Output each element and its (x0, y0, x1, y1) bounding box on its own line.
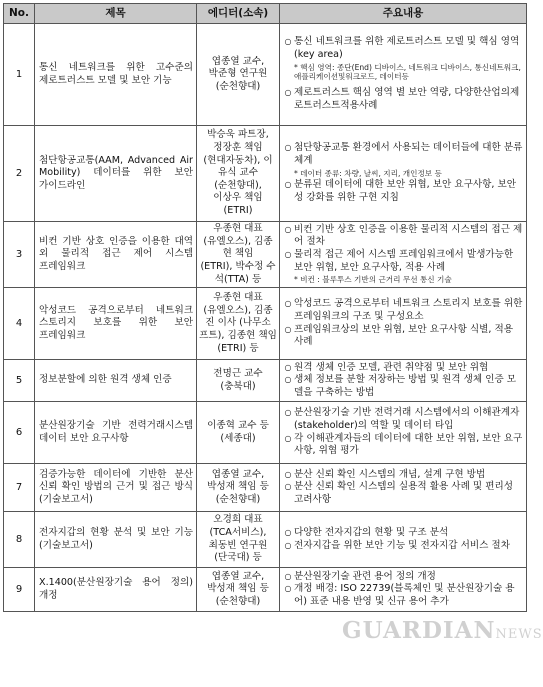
row-editor (197, 360, 280, 402)
editor-line: 석(TTA) 등 (214, 273, 262, 285)
row-editor (197, 568, 280, 612)
bullet-circle-icon: ○ (284, 324, 292, 334)
bullet-text: 분류된 데이터에 대한 보안 위협, 보안 요구사항, 보안성 강화를 위한 구현 지침 (294, 179, 517, 203)
bullet-text: 생체 정보를 분할 저장하는 방법 및 원격 생체 인증 모델을 구축하는 방법 (294, 374, 517, 399)
bullet-item (282, 407, 523, 432)
row-title: X.1400(분산원장기술 용어 정의) 개정 (35, 568, 197, 612)
bullet-text: 분산 신뢰 확인 시스템의 실용적 활용 사례 및 편리성 고려사항 (294, 481, 514, 506)
bullet-note: * 핵심 영역: 종단(End) 디바이스, 네트워크 디바이스, 통신네트워크, 애플리케이션및워크로드, 데이터등 (294, 62, 521, 81)
bullet-circle-icon: ○ (284, 584, 292, 594)
editor-line: (순천향대) (215, 494, 261, 506)
table-row (4, 464, 527, 512)
row-number: 3 (4, 222, 35, 288)
bullet-text: 개정 배경: ISO 22739(블록체인 및 분산원장기술 용어) 표준 내용 반영 및 신규 용어 추가 (294, 583, 515, 608)
bullet-item (282, 179, 523, 204)
row-number: 8 (4, 512, 35, 568)
bullet-item (282, 481, 523, 506)
bullet-circle-icon: ○ (284, 224, 292, 234)
editor-line: 프트), 김종현 책임 (199, 330, 277, 342)
table-row (4, 568, 527, 612)
bullet-item (282, 362, 523, 375)
row-editor (197, 512, 280, 568)
bullet-item (282, 527, 523, 540)
bullet-circle-icon: ○ (284, 375, 292, 385)
row-number: 6 (4, 402, 35, 464)
standards-table (3, 3, 527, 612)
bullet-text: 통신 네트워크를 위한 제로트러스트 모델 및 핵심 영역(key area) (294, 36, 520, 60)
editor-line: (충북대) (220, 380, 256, 392)
bullet-text: 원격 생체 인증 모델, 관련 취약점 및 보안 위협 (294, 361, 489, 373)
row-content (280, 126, 527, 222)
bullet-text: 분산원장기술 기반 전력거래 시스템에서의 이해관계자(stakeholder)의 역할 및 데이터 타입 (294, 407, 520, 432)
row-editor (197, 222, 280, 288)
bullet-item (282, 469, 523, 482)
row-content (280, 512, 527, 568)
bullet-item (282, 583, 523, 608)
row-content (280, 222, 527, 288)
editor-line: 엽종열 교수, (211, 468, 265, 480)
bullet-circle-icon: ○ (284, 249, 292, 259)
bullet-text: 분산원장기술 관련 용어 정의 개정 (294, 570, 436, 582)
header-content: 주요내용 (280, 4, 527, 24)
bullet-note: * 데이터 종류: 차량, 날씨, 지리, 개인정보 등 (294, 168, 442, 178)
editor-line: (순천향대) (215, 80, 261, 92)
bullet-note: * 비컨 : 블루투스 기반의 근거리 무선 통신 기술 (294, 275, 452, 285)
row-title: 첨단항공교통(AAM, Advanced Air Mobility) 데이터를 위한 보안 가이드라인 (35, 126, 197, 222)
bullet-circle-icon: ○ (284, 433, 292, 443)
row-editor (197, 288, 280, 360)
editor-line: (ETRI) 등 (217, 342, 259, 354)
bullet-circle-icon: ○ (284, 571, 292, 581)
editor-line: 박성재 책임 등 (207, 583, 269, 595)
row-editor (197, 464, 280, 512)
editor-line: 박성재 책임 등 (207, 481, 269, 493)
table-row (4, 24, 527, 126)
editor-line: 진 이사 (나무소 (205, 317, 271, 329)
row-number: 2 (4, 126, 35, 222)
editor-line: 박승욱 파트장, (207, 129, 269, 141)
editor-line: (단국대) 등 (214, 552, 262, 564)
bullet-item (282, 374, 523, 399)
bullet-item (282, 87, 523, 112)
table-row (4, 402, 527, 464)
bullet-item (282, 324, 523, 349)
header-no: No. (4, 4, 35, 24)
row-content (280, 288, 527, 360)
row-editor (197, 126, 280, 222)
header-row (4, 4, 527, 24)
bullet-circle-icon: ○ (284, 37, 292, 47)
bullet-text: 프레임워크상의 보안 위협, 보안 요구사항 식별, 적용 사례 (294, 323, 514, 348)
bullet-circle-icon: ○ (284, 469, 292, 479)
editor-line: 우종현 대표 (213, 292, 263, 304)
watermark-main: GUARDIAN (342, 617, 496, 644)
row-number: 1 (4, 24, 35, 126)
bullet-text: 첨단항공교통 환경에서 사용되는 데이터들에 대한 분류 체계 (294, 142, 523, 167)
editor-line: 엽종열 교수, (211, 570, 265, 582)
bullet-item (282, 142, 523, 167)
watermark-logo (342, 617, 543, 644)
editor-line: 유식 교수 (217, 167, 259, 179)
editor-line: (TCA서비스), (209, 527, 267, 539)
editor-line: (유엘오스), 김종 (203, 235, 273, 247)
row-editor (197, 24, 280, 126)
bullet-circle-icon: ○ (284, 143, 292, 153)
editor-line: (유엘오스), 김종 (203, 304, 273, 316)
bullet-text: 다양한 전자지갑의 현황 및 구조 분석 (294, 527, 449, 539)
watermark-suffix: NEWS (495, 627, 543, 642)
row-title: 통신 네트워크를 위한 고수준의 제로트러스트 모델 및 보안 기능 (35, 24, 197, 126)
editor-line: (현대자동차), 이 (203, 154, 273, 166)
bullet-circle-icon: ○ (284, 408, 292, 418)
editor-line: (순천향대) (215, 596, 261, 608)
bullet-text: 물리적 접근 제어 시스템 프레임워크에서 발생가능한 보안 위협, 보안 요구사항, 적용 사례 (294, 248, 514, 273)
row-title: 전자지갑의 현황 분석 및 보안 기능(기술보고서) (35, 512, 197, 568)
table-row (4, 126, 527, 222)
row-content (280, 24, 527, 126)
table-row (4, 512, 527, 568)
editor-line: 최동빈 연구원 (208, 539, 268, 551)
bullet-circle-icon: ○ (284, 180, 292, 190)
bullet-text: 전자지갑을 위한 보안 기능 및 전자지갑 서비스 절차 (294, 539, 510, 551)
table-row (4, 288, 527, 360)
row-number: 5 (4, 360, 35, 402)
row-title: 비컨 기반 상호 인증을 이용한 대역 외 물리적 접근 제어 시스템 프레임워크 (35, 222, 197, 288)
bullet-text: 분산 신뢰 확인 시스템의 개념, 설계 구현 방법 (294, 468, 486, 480)
bullet-text: 각 이해관계자들의 데이터에 대한 보안 위협, 보안 요구사항, 위협 평가 (294, 432, 523, 457)
bullet-circle-icon: ○ (284, 88, 292, 98)
bullet-item (282, 224, 523, 249)
editor-line: (세종대) (220, 432, 256, 444)
editor-line: 이상우 책임(ETRI) (213, 192, 263, 217)
bullet-circle-icon: ○ (284, 540, 292, 550)
header-editor: 에디터(소속) (197, 4, 280, 24)
row-title: 정보분할에 의한 원격 생체 인증 (35, 360, 197, 402)
row-title: 분산원장기술 기반 전력거래시스템 데이터 보안 요구사항 (35, 402, 197, 464)
bullet-item (282, 249, 523, 274)
row-content (280, 464, 527, 512)
row-number: 4 (4, 288, 35, 360)
bullet-item (282, 571, 523, 584)
bullet-circle-icon: ○ (284, 482, 292, 492)
editor-line: 우종현 대표 (213, 223, 263, 234)
bullet-item (282, 36, 523, 61)
table-row (4, 222, 527, 288)
editor-line: 박준형 연구원 (208, 68, 268, 80)
row-content (280, 402, 527, 464)
bullet-text: 비컨 기반 상호 인증을 이용한 물리적 시스템의 접근 제어 절차 (294, 223, 523, 248)
editor-line: 정장훈 책임 (213, 141, 263, 153)
header-title: 제목 (35, 4, 197, 24)
editor-line: 전명근 교수 (213, 368, 263, 380)
bullet-item (282, 433, 523, 458)
row-title: 악성코드 공격으로부터 네트워크 스토리지 보호를 위한 보안 프레임워크 (35, 288, 197, 360)
row-number: 9 (4, 568, 35, 612)
bullet-item (282, 298, 523, 323)
bullet-circle-icon: ○ (284, 299, 292, 309)
editor-line: (ETRI), 박수정 수 (200, 260, 276, 272)
editor-line: 오경희 대표 (213, 514, 263, 526)
editor-line: 이종혁 교수 등 (207, 420, 269, 432)
row-content (280, 360, 527, 402)
editor-line: 현 책임 (222, 248, 254, 260)
bullet-circle-icon: ○ (284, 528, 292, 538)
row-number: 7 (4, 464, 35, 512)
bullet-item (282, 540, 523, 553)
row-editor (197, 402, 280, 464)
row-title: 검증가능한 데이터에 기반한 분산 신뢰 확인 방법의 근거 및 접근 방식(기술보고서) (35, 464, 197, 512)
editor-line: 엽종열 교수, (211, 55, 265, 67)
bullet-text: 제로트러스트 핵심 영역 별 보안 역량, 다양한산업의제로트러스트적용사례 (294, 87, 520, 112)
bullet-circle-icon: ○ (284, 362, 292, 372)
row-content (280, 568, 527, 612)
editor-line: (순천향대), (214, 179, 262, 191)
bullet-text: 악성코드 공격으로부터 네트워크 스토리지 보호를 위한 프레임워크의 구조 및 구성요소 (294, 298, 523, 323)
table-row (4, 360, 527, 402)
